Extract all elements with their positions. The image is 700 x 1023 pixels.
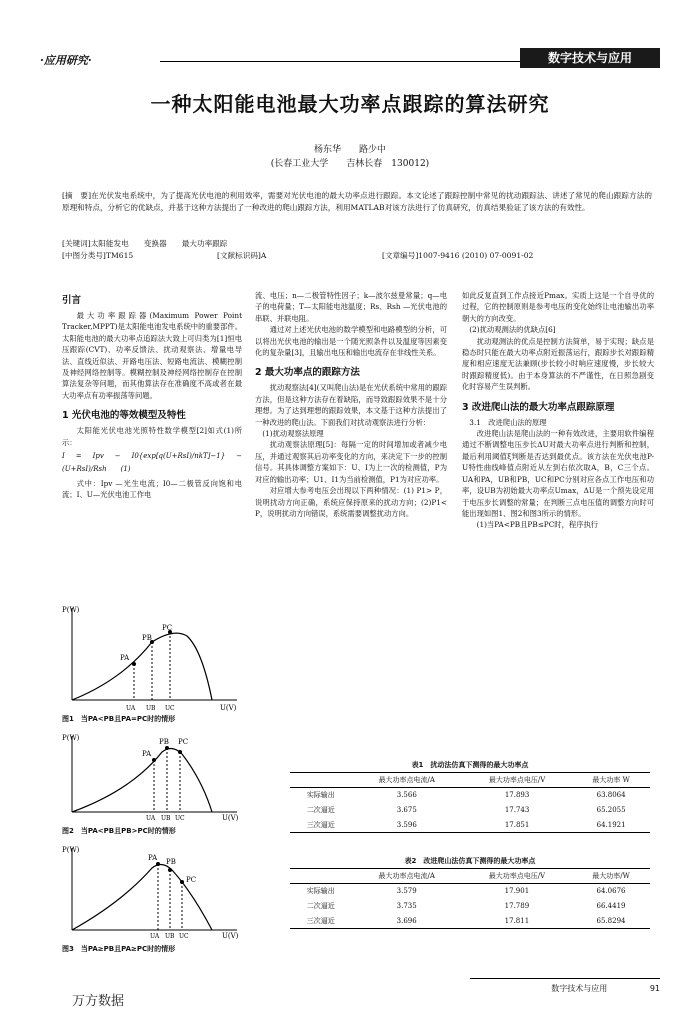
- table-cell: 3.735: [396, 902, 417, 910]
- heading-intro: 引言: [62, 295, 82, 306]
- label-ub: UB: [161, 815, 171, 822]
- table-header-cell: 最大功率点电流/A: [378, 776, 435, 784]
- pu-curve: [72, 633, 212, 700]
- intro-paragraph: 最大功率跟踪器(Maximum Power Point Tracker,MPPT)是太阳能电池发电系统中的重要部件。太阳能电池的最大功率点追踪法大致上可归类为[1]恒电压跟踪(CVT)、功率反馈法、扰动观察法、增量电导法、直线近似法、开路电压法、短路电流法、模糊控制及神经网络控制等。模糊控制及神经网络控制存在控制算法复杂等问题，而其他算法存在准确度不高或者在最大功率点有功率振荡等问题。: [62, 311, 242, 400]
- page-number: 91: [649, 984, 660, 993]
- table-1: [290, 772, 650, 833]
- table-row: [290, 914, 650, 929]
- section-1-paragraph-2: 式中：Ipv —光生电流；I0—二极管反向饱和电流；I、U—光伏电池工作电: [62, 479, 242, 500]
- x-label: U(V): [222, 814, 239, 822]
- figure-3: [62, 842, 242, 940]
- label-pa: PA: [148, 854, 158, 862]
- journal-badge: 数字技术与应用: [520, 48, 660, 68]
- table-row: [290, 803, 650, 818]
- col3-paragraph-4: (1)当PA<PB且PB≤PC时，程序执行: [476, 520, 599, 530]
- table-header-row: [290, 869, 650, 884]
- column-3: [462, 290, 654, 531]
- table-cell: 3.675: [396, 806, 417, 814]
- watermark: 万方数据: [72, 994, 125, 1009]
- label-uc: UC: [175, 815, 185, 822]
- label-pb: PB: [166, 858, 176, 866]
- table-cell: 三次逼近: [306, 820, 335, 829]
- column-2: [255, 290, 447, 519]
- table-row: [290, 788, 650, 803]
- table-cell: 63.8064: [596, 791, 626, 800]
- label-ua: UA: [146, 815, 156, 822]
- label-pa: PA: [120, 654, 130, 662]
- table-row: [290, 884, 650, 899]
- label-pb: PB: [142, 634, 152, 642]
- table-cell: 17.901: [504, 887, 530, 896]
- label-uc: UC: [165, 705, 175, 712]
- table-header-cell: [290, 869, 352, 884]
- subheading-2-1: (1)扰动观察法原理: [262, 429, 324, 439]
- col2-paragraph-1: 流、电压；n—二极管特性因子；k—波尔兹曼常量；q—电子的电荷量；T—太阳能电池温度；Rs、Rsh —光伏电池的串联、并联电阻。: [255, 291, 447, 323]
- col2-paragraph-3: 扰动观察法[4](又叫爬山法)是在光伏系统中常用的跟踪方法，但是这种方法存在着缺陷，而导致跟踪效果不是十分理想。为了达到理想的跟踪效果，本文基于这种方法提出了一种改进的爬山法。下面我们对扰动观察法进行分析：: [255, 383, 447, 427]
- table-cell: 3.696: [396, 916, 417, 925]
- table-cell: 65.8294: [596, 916, 626, 925]
- figure-2: [62, 730, 242, 822]
- table-header-cell: 最大功率/W: [592, 872, 630, 880]
- table-cell: 二次逼近: [306, 902, 335, 910]
- table-header-cell: 最大功率 W: [592, 776, 630, 784]
- col3-paragraph-1: 如此反复直到工作点接近Pmax。实质上这是一个自寻优的过程，它的控制原则是参考电压的变化始终让电池输出功率朝大的方向改变。: [462, 291, 654, 323]
- label-ub: UB: [165, 933, 175, 940]
- table-header-row: [290, 773, 650, 788]
- table-1-caption: 表1 扰动法仿真下测得的最大功率点: [411, 761, 529, 769]
- heading-section-3: 3 改进爬山法的最大功率点跟踪原理: [462, 401, 615, 413]
- pu-curve: [72, 864, 212, 930]
- running-header: [40, 48, 660, 70]
- abstract: [摘 要]在光伏发电系统中，为了提高光伏电池的利用效率，需要对光伏电池的最大功率点进行跟踪。本文论述了跟踪控制中常见的扰动跟踪法、讲述了常见的爬山跟踪方法的原理和特点，分析它的优缺点，并基于这种方法提出了一种改进的爬山跟踪方法，利用MATLAB对该方法进行了仿真研究，仿真结果验证了该方法的有效性。: [62, 191, 652, 212]
- table-row: [290, 818, 650, 833]
- subheading-2-2: (2)扰动观测法的优缺点[6]: [469, 325, 556, 335]
- table-header-cell: [290, 773, 352, 788]
- label-uc: UC: [179, 933, 189, 940]
- heading-section-2: 2 最大功率点的跟踪方法: [255, 367, 360, 379]
- footer-journal-name: 数字技术与应用: [551, 984, 608, 993]
- footer-rule: [470, 978, 660, 979]
- figure-3-caption: 图3 当PA≥PB且PA≥PC时的情形: [62, 945, 176, 953]
- table-2: [290, 868, 650, 929]
- table-cell: 17.789: [504, 902, 530, 910]
- figure-2-caption: 图2 当PA<PB且PB>PC时的情形: [62, 827, 176, 835]
- label-pc: PC: [186, 876, 197, 884]
- label-ub: UB: [146, 705, 156, 712]
- table-cell: 实际输出: [306, 791, 335, 800]
- label-pc: PC: [178, 738, 189, 746]
- heading-section-1: 1 光伏电池的等效模型及特性: [62, 410, 186, 422]
- table-cell: 64.0676: [596, 887, 626, 896]
- subheading-3-1: 3.1 改进爬山法的原理: [469, 417, 547, 427]
- label-pc: PC: [162, 624, 173, 632]
- label-pa: PA: [142, 750, 152, 758]
- y-label: P(W): [62, 606, 80, 614]
- header-rule: [160, 61, 520, 62]
- document-code: [文献标识码]A: [217, 251, 267, 260]
- table-cell: 17.851: [504, 820, 530, 829]
- table-cell: 17.811: [504, 916, 530, 925]
- table-cell: 17.893: [504, 791, 530, 800]
- x-label: U(V): [222, 932, 239, 940]
- table-row: [290, 899, 650, 914]
- figure-1-caption: 图1 当PA<PB且PA=PC时的情形: [62, 715, 176, 723]
- table-cell: 65.2055: [596, 806, 626, 814]
- table-header-cell: 最大功率点电压/V: [488, 776, 546, 784]
- figure-1: [62, 600, 242, 712]
- label-pb: PB: [159, 738, 169, 746]
- authors: 杨东华 路少中: [313, 145, 386, 155]
- table-header-cell: 最大功率点电压/V: [488, 872, 546, 880]
- equation-1: I = Ipv − I0{exp[q(U+RsI)/nkT]−1} − (U+RsI)/Rsh (1): [62, 452, 242, 474]
- table-header-cell: 最大功率点电流/A: [378, 872, 435, 880]
- clc-number: [中图分类号]TM615: [62, 251, 134, 260]
- footer-journal: [551, 983, 660, 994]
- column-1: [62, 290, 242, 501]
- keywords: [关键词]太阳能发电 变换器 最大功率跟踪: [62, 239, 228, 248]
- section-label: ·应用研究·: [40, 54, 92, 67]
- table-cell: 3.596: [396, 820, 417, 829]
- col3-paragraph-3: 改进爬山法是爬山法的一种有效改进，主要用软件编程通过不断调整电压步长ΔU对最大功率点进行判断和控制，最后利用阈值ξ判断是否达到最优点。该方法在光伏电池P-U特性曲线峰值点附近从左到右依次取A，B，C三个点。UA和PA，UB和PB，UC和PC分别对应各点工作电压和功率，设UB为初始最大功率点Umax，ΔU是一个预先设定用于电压步长调整的常量；在判断三点电压值的调整方向时可能出现如图1、图2和图3所示的情形。: [462, 429, 654, 518]
- meta-block: [62, 238, 652, 262]
- table-cell: 3.579: [396, 887, 417, 896]
- affiliation: (长春工业大学 吉林长春 130012): [270, 159, 430, 169]
- table-2-caption: 表2 改进爬山法仿真下测得的最大功率点: [404, 857, 536, 865]
- article-number: [文章编号]1007-9416 (2010) 07-0091-02: [382, 251, 534, 260]
- col2-paragraph-5: 对应增大参考电压会出现以下两种情况：(1) P1> P，说明扰动方向正确，系统应保持原来的扰动方向；(2)P1< P，说明扰动方向错误，系统需要调整扰动方向。: [255, 486, 447, 518]
- table-cell: 三次逼近: [306, 916, 335, 925]
- table-cell: 66.4419: [596, 902, 626, 910]
- y-label: P(W): [62, 734, 80, 742]
- table-cell: 二次逼近: [306, 806, 335, 814]
- table-cell: 3.566: [396, 791, 417, 800]
- y-label: P(W): [62, 846, 80, 854]
- col2-paragraph-2: 通过对上述光伏电池的数学模型和电路模型的分析，可以将出光伏电池的输出是一个随光照条件以及温度等因素变化的复杂量[3]，且输出电压和输出电流存在非线性关系。: [255, 325, 447, 358]
- col2-paragraph-4: 扰动观察法原理[5]：每隔一定的时间增加或者减少电压，并通过观察其后功率变化的方向，来决定下一步的控制信号。其具体调整方案如下：U、I为上一次的检测值，P为对应的输出功率；U1、I1为当前检测值，P1为对应功率。: [255, 440, 447, 484]
- col3-paragraph-2: 扰动观测法的优点是控制方法简单，易于实现；缺点是稳态时只能在最大功率点附近振荡运行，跟踪步长对跟踪精度和相应速度无法兼顾(步长较小时响应速度慢，步长较大时跟踪精度低)。由于本身算法的不严谨性，在日照急剧变化时容易产生误判断。: [462, 336, 654, 392]
- paper-title: 一种太阳能电池最大功率点跟踪的算法研究: [150, 92, 550, 116]
- section-1-paragraph: 太阳能光伏电池光照特性数学模型[2]如式(1)所示：: [62, 426, 242, 447]
- table-cell: 17.743: [504, 806, 530, 814]
- label-ua: UA: [150, 933, 160, 940]
- table-cell: 64.1921: [596, 820, 626, 829]
- label-ua: UA: [126, 705, 136, 712]
- table-cell: 实际输出: [306, 887, 335, 896]
- x-label: U(V): [220, 704, 237, 712]
